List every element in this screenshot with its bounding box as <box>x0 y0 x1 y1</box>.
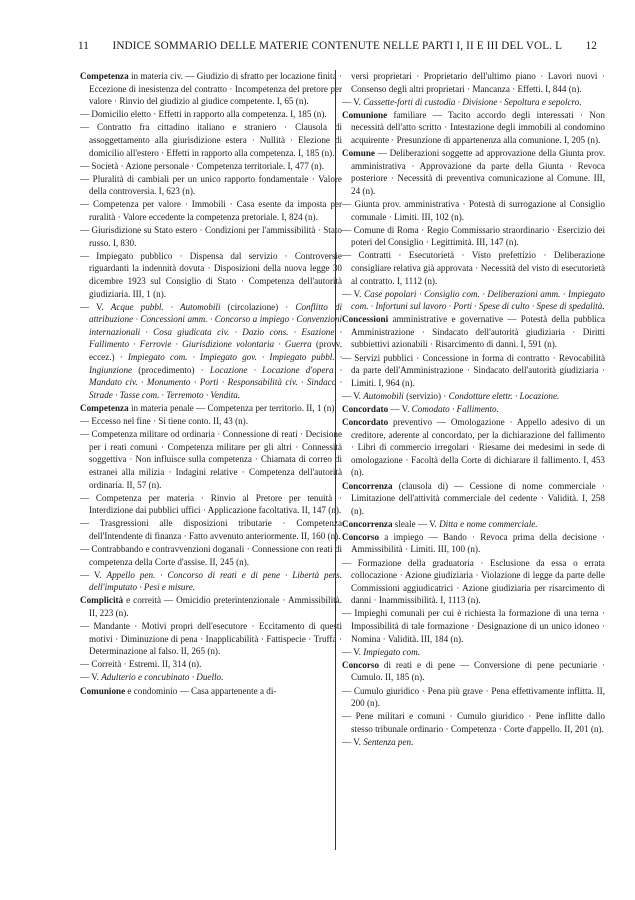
entry-heading: Competenza <box>80 71 129 81</box>
entry-heading: Concorrenza <box>342 480 393 491</box>
entry-text: — Domicilio eletto · Effetti in rapporto alla competenza. I, 185 (n). <box>80 109 327 120</box>
index-entry <box>80 108 342 121</box>
entry-text: — Cumulo giuridico · Pena più grave · Pena effettivamente inflitta. II, 200 (n). <box>342 685 605 709</box>
right-column <box>342 70 605 748</box>
index-entry <box>80 121 342 159</box>
index-entry <box>342 147 605 197</box>
entry-text: di reati e di pene — Conversione di pene pecuniarie · Cumulo. II, 185 (n). <box>351 659 605 683</box>
index-entry <box>80 428 342 491</box>
entry-cross-reference: Impiegato com. <box>363 646 420 657</box>
entry-heading: Comune <box>342 148 375 159</box>
index-entry <box>80 492 342 517</box>
index-entry <box>80 671 342 684</box>
entry-text: — Giunta prov. amministrativa · Potestà di surrogazione al Consiglio comunale · Limiti. III, 102 (n). <box>342 198 605 222</box>
entry-cross-reference: Automobili <box>363 390 404 401</box>
entry-cross-reference: Acque pubbl. · Automobili <box>110 301 221 312</box>
entry-text: e correità — Omicidio preterintenzionale · Ammissibilità. II, 223 (n). <box>89 595 342 618</box>
entry-cross-reference: Comodato · Fallimento. <box>411 403 499 414</box>
entry-text: — V. <box>80 301 111 312</box>
index-entry <box>80 415 342 428</box>
index-entry <box>342 710 605 735</box>
index-entry <box>80 173 342 198</box>
entry-cross-reference: Sentenza pen. <box>363 736 414 747</box>
index-entry <box>342 646 605 659</box>
index-entry <box>80 594 342 619</box>
index-entry <box>342 557 605 607</box>
entry-text: in materia civ. — Giudizio di sfratto per locazione finita · Eccezione di inesistenza del contratto · Incompetenza del pretore per valore · Rinvio del giudizio al giudice competente. I, 65 (n). <box>89 71 342 107</box>
entry-heading: Concordato <box>342 403 389 414</box>
entry-heading: Complicità <box>80 595 124 606</box>
entry-text: (procedimento) · <box>132 364 210 375</box>
index-entry <box>80 198 342 223</box>
index-entry <box>342 198 605 223</box>
index-entry-continuation <box>342 70 605 95</box>
page-title: INDICE SOMMARIO DELLE MATERIE CONTENUTE NELLE PARTI I, II E III DEL VOL. L <box>112 40 563 52</box>
index-entry <box>342 518 605 531</box>
entry-text: — Competenza militare od ordinaria · Connessione di reati · Decisione per i reati comuni · Competenza militare per gli altri · Connessità soggettiva · Non influisce sulla competenza · Chiamata di correo di estranei alla milizia · Indagini relative · Competenza dell'autorità ordinaria. II, 57 (n). <box>80 429 342 490</box>
index-entry <box>80 620 342 658</box>
entry-text: — Contrabbando e contravvenzioni doganali · Connessione con reati di competenza della Corte d'assise. II, 245 (n). <box>80 543 342 567</box>
entry-cross-reference: Condotture elettr. · Locazione. <box>448 390 560 401</box>
entry-text: (servizio) · <box>403 390 449 401</box>
index-entry <box>80 517 342 542</box>
index-entry <box>80 224 342 249</box>
entry-cross-reference: Case popolari · Consiglio com. · Deliberazioni amm. · Impiegato com. · Infortuni sul lavoro · Porti · Spese di culto · Spese di spedalità. <box>351 288 605 312</box>
entry-heading: Concordato <box>342 417 389 428</box>
column-divider <box>335 70 336 850</box>
index-entry <box>342 109 605 147</box>
entry-text: sleale — V. <box>392 518 440 529</box>
entry-text: — Mandante · Motivi propri dell'esecutore · Eccitamento di questi motivi · Diminuzione di pena · Inapplicabilità · Fattispecie · Truffa · Determinazione al falso. II, 265 (n). <box>80 621 342 657</box>
entry-text: — Impieghi comunali per cui è richiesta la formazione di una terna · Impossibilità di tale formazione · Designazione di un unico idoneo · Nomina · Validità. III, 184 (n). <box>342 608 605 644</box>
entry-text: — V. <box>80 569 107 580</box>
index-entry <box>80 250 342 300</box>
entry-cross-reference: Adulterio e concubinato · Duello. <box>101 672 224 683</box>
index-entry <box>80 685 342 698</box>
index-entry <box>342 403 605 416</box>
entry-text: (clausola di) — Cessione di nome commerciale · Limitazione dell'attività commerciale del cedente · Validità. I, 258 (n). <box>351 480 605 516</box>
entry-text: — V. <box>342 646 364 657</box>
entry-text: in materia penale — Competenza per territorio. II, 1 (n). <box>128 402 337 413</box>
entry-text: (provv. eccez.) · <box>89 339 343 363</box>
entry-text: — Giurisdizione su Stato estero · Condizioni per l'ammissibilità · Stato russo. I, 830. <box>80 225 342 248</box>
entry-text: — Correità · Estremi. II, 314 (n). <box>80 659 202 670</box>
index-entry <box>342 288 605 313</box>
entry-text: amministrative e governative — Potestà della pubblica Amministrazione · Sindacato dell'autorità giudiziaria · Diritti subbiettivi azionabili · Risarcimento di danni. I, 591 (n). <box>351 314 605 350</box>
entry-text: — Impiegato pubblico · Dispensa dal servizio · Controversie riguardanti la indennità dovuta · Disposizioni della nuova legge 30 dicembre 1923 sul Consiglio di Stato · Competenza dell'autorità giudiziaria. III, 1 (n). <box>80 250 342 299</box>
entry-text: — V. <box>342 390 364 401</box>
entry-text: — Competenza per materia · Rinvio al Pretore per tenuità · Interdizione dai pubblici uffici · Applicazione facoltativa. II, 147 (n). <box>80 492 342 516</box>
index-entry <box>80 569 342 594</box>
entry-heading: Concorso <box>342 531 380 542</box>
entry-text: — V. <box>342 96 364 107</box>
index-entry <box>342 736 605 749</box>
entry-text: — Pene militari e comuni · Cumulo giuridico · Pene inflitte dallo stesso tribunale ordinario · Competenza · Corte d'appello. II, 201 (n). <box>342 711 605 734</box>
running-header <box>78 40 597 52</box>
index-entry <box>342 224 605 249</box>
entry-text: (circolazione) · <box>220 301 296 312</box>
index-entry <box>342 659 605 684</box>
index-entry <box>80 301 342 402</box>
entry-heading: Concorrenza <box>342 518 393 529</box>
entry-text: — Pluralità di cambiali per un unico rapporto fondamentale · Valore della controversia. I, 623 (n). <box>80 173 342 197</box>
index-entry <box>80 658 342 671</box>
entry-cross-reference: Ditta e nome commerciale. <box>439 518 538 529</box>
page-number-right: 12 <box>585 40 597 52</box>
entry-text: — Società · Azione personale · Competenza territoriale. I, 477 (n). <box>80 160 325 171</box>
entry-text: — V. <box>388 403 412 414</box>
entry-text: — V. <box>342 288 365 299</box>
entry-text: — V. <box>80 672 102 683</box>
entry-text: — Competenza per valore · Immobili · Casa esente da imposta per ruralità · Valore eccedente la competenza pretoriale. I, 824 (n). <box>80 199 342 223</box>
entry-cross-reference: Cassette-forti di custodia · Divisione · Sepoltura e sepolcro. <box>363 96 582 107</box>
entry-text: — V. <box>342 736 364 747</box>
entry-text: — Comune di Roma · Regio Commissario straordinario · Esercizio dei poteri del Consiglio · Legittimità. III, 147 (n). <box>342 224 605 248</box>
index-entry <box>342 96 605 109</box>
entry-text: — Servizi pubblici · Concessione in forma di contratto · Revocabilità da parte dell'Amministrazione · Sindacato dell'autorità giudiziaria · Limiti. I, 964 (n). <box>342 352 605 388</box>
entry-heading: Competenza <box>80 402 129 413</box>
index-entry <box>342 249 605 287</box>
entry-heading: Comunione <box>80 685 126 696</box>
entry-heading: Comunione <box>342 109 388 120</box>
entry-cross-reference: Conflitto di attribuzione · Concessioni amm. · Concorso a impiego · Convenzioni internazionali · Cosa giudicata civ. · Dazio cons. · Esazione · Fallimento · Ferrovie · Giurisdizione volontaria · Guerra <box>89 301 342 350</box>
entry-text: familiare — Tacito accordo degli interessati · Non necessità dell'atto scritto · Intestazione degli immobili al condomino acquirente · Presunzione di appartenenza alla comunione. I, 205 (n). <box>351 109 605 145</box>
entry-heading: Concorso <box>342 659 380 670</box>
entry-text: — Contratti · Esecutorietà · Visto prefettizio · Deliberazione consigliare relativa già approvata · Necessità del visto di esecutorietà al contratto. I, 1112 (n). <box>342 250 605 286</box>
entry-cross-reference: Impiegato com. · Impiegato gov. · Impiegato pubbl. · Ingiunzione <box>89 352 343 375</box>
entry-heading: Concessioni <box>342 314 389 325</box>
index-entry <box>342 416 605 479</box>
entry-text: versi proprietari · Proprietario dell'ultimo piano · Lavori nuovi · Consenso degli altri proprietari · Mancanza · Effetti. I, 844 (n). <box>351 71 605 94</box>
index-entry <box>342 607 605 645</box>
index-entry <box>80 402 342 415</box>
entry-cross-reference: Appello pen. · Concorso di reati e di pene · Libertà pers. dell'imputato · Pesi e misure. <box>89 569 343 593</box>
entry-text: a impiego — Bando · Revoca prima della decisione · Ammissibilità · Limiti. III, 100 (n). <box>351 531 605 555</box>
entry-text: preventivo — Omologazione · Appello adesivo di un creditore, aderente al concordato, per la dichiarazione del fallimento · Libri di commercio irregolari · Riesame dei medesimi in sede di omologazione · Facoltà della Corte di dichiarare il fallimento. I, 453 (n). <box>351 417 605 478</box>
entry-text: — Trasgressioni alle disposizioni tributarie · Competenza dell'Intendente di finanza · Fatto avvenuto anteriormente. II, 160 (n). <box>80 518 342 541</box>
index-entry <box>342 390 605 403</box>
entry-text: e condominio — Casa appartenente a di- <box>125 685 277 696</box>
index-entry <box>80 70 342 108</box>
entry-text: — Eccesso nel fine · Si tiene conto. II, 43 (n). <box>80 416 249 427</box>
index-entry <box>342 480 605 518</box>
page-number-left: 11 <box>78 40 89 52</box>
index-entry <box>80 160 342 173</box>
index-entry <box>342 352 605 390</box>
index-entry <box>342 531 605 556</box>
index-entry <box>342 313 605 351</box>
left-column <box>80 70 342 697</box>
entry-text: — Deliberazioni soggette ad approvazione della Giunta prov. amministrativa · Approvazione da parte della Giunta · Revoca posteriore · Necessità di preventiva comunicazione al Comune. III, 24 (n). <box>351 148 605 196</box>
index-entry <box>342 685 605 710</box>
index-entry <box>80 543 342 568</box>
entry-text: — Contratto fra cittadino italiano e straniero · Clausola di assoggettamento alla giurisdizione estera · Nullità · Elezione di domicilio all'estero · Effetti in rapporto alla competenza. I, 185 (n). <box>80 122 342 158</box>
entry-text: — Formazione della graduatoria · Esclusione da essa o errata collocazione · Azione giudiziaria · Violazione di legge da parte delle Commissioni aggiudicatrici · Azione giudiziaria per risarcimento di danni · Inammissibilità. I, 1113 (n). <box>342 557 605 606</box>
entry-cross-reference: Locazione · Locazione d'opera · Mandato civ. · Monumento · Porti · Responsabilità civ. · Sindaco · Strade · Tasse com. · Terremoto · Vendita. <box>89 364 342 400</box>
